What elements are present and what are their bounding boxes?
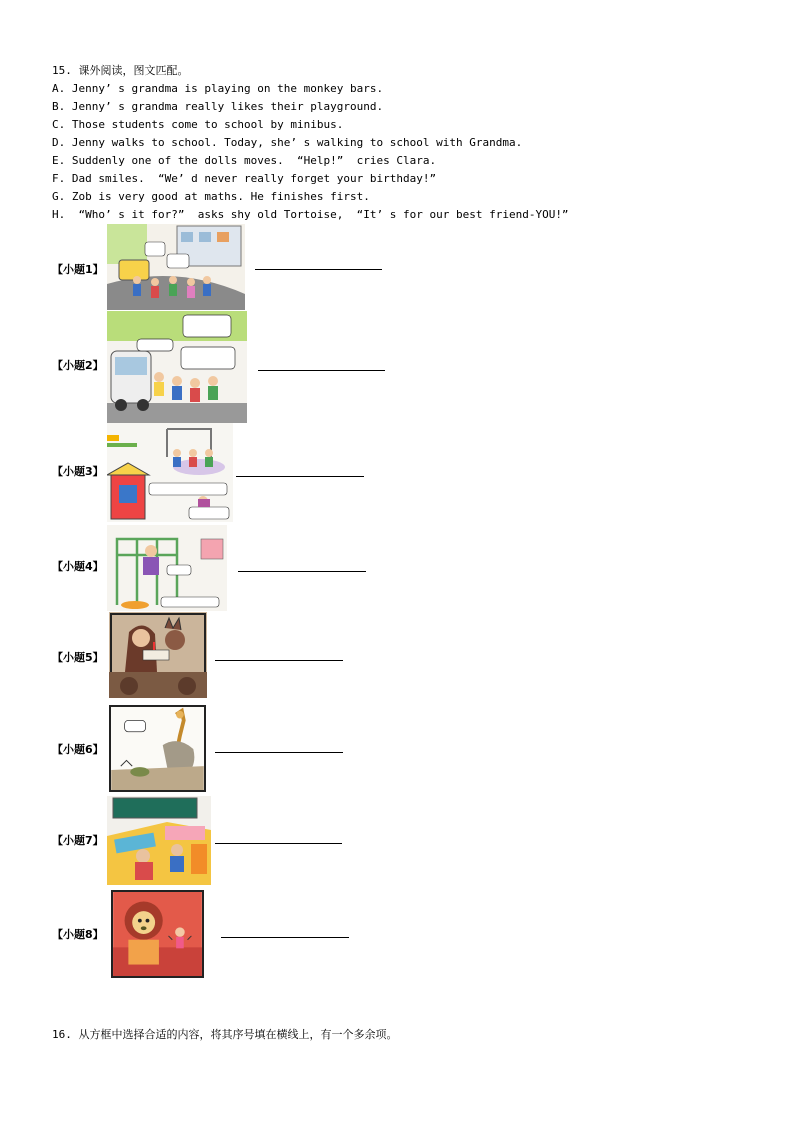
minibus-scene-icon [107,311,247,423]
option-g: G. Zob is very good at maths. He finishes first. [52,190,370,203]
answer-blank-3[interactable] [236,476,364,477]
question-16-header: 16. 从方框中选择合适的内容，将其序号填在横线上，有一个多余项。 [52,1028,398,1041]
answer-blank-8[interactable] [221,937,349,938]
option-b: B. Jenny’ s grandma really likes their playground. [52,100,384,113]
option-d: D. Jenny walks to school. Today, she’ s walking to school with Grandma. [52,136,523,149]
subquestion-1-label: 【小题1】 [52,263,104,276]
option-f: F. Dad smiles. “We’ d never really forget your birthday!” [52,172,437,185]
subquestion-4-label: 【小题4】 [52,560,104,573]
answer-blank-5[interactable] [215,660,343,661]
option-c: C. Those students come to school by minibus. [52,118,344,131]
answer-blank-1[interactable] [255,269,382,270]
option-a: A. Jenny’ s grandma is playing on the monkey bars. [52,82,384,95]
subquestion-8-label: 【小题8】 [52,928,104,941]
playground-scene-icon [107,423,233,522]
subquestion-2-label: 【小题2】 [52,359,104,372]
subquestion-3-label: 【小题3】 [52,465,104,478]
option-e: E. Suddenly one of the dolls moves. “Help!” cries Clara. [52,154,437,167]
subquestion-7-label: 【小题7】 [52,834,104,847]
birthday-cake-scene-icon [109,612,207,698]
question-15-header: 15. 课外阅读，图文匹配。 [52,64,189,77]
answer-blank-6[interactable] [215,752,343,753]
monkey-bars-scene-icon [107,525,227,611]
subquestion-5-label: 【小题5】 [52,651,104,664]
classroom-scene-icon [107,796,211,885]
tortoise-scene-icon [109,705,206,792]
answer-blank-2[interactable] [258,370,385,371]
doll-scene-icon [111,890,204,978]
answer-blank-4[interactable] [238,571,366,572]
option-h: H. “Who’ s it for?” asks shy old Tortoise, “It’ s for our best friend-YOU!” [52,208,569,221]
answer-blank-7[interactable] [215,843,342,844]
subquestion-6-label: 【小题6】 [52,743,104,756]
street-school-scene-icon [107,224,245,310]
